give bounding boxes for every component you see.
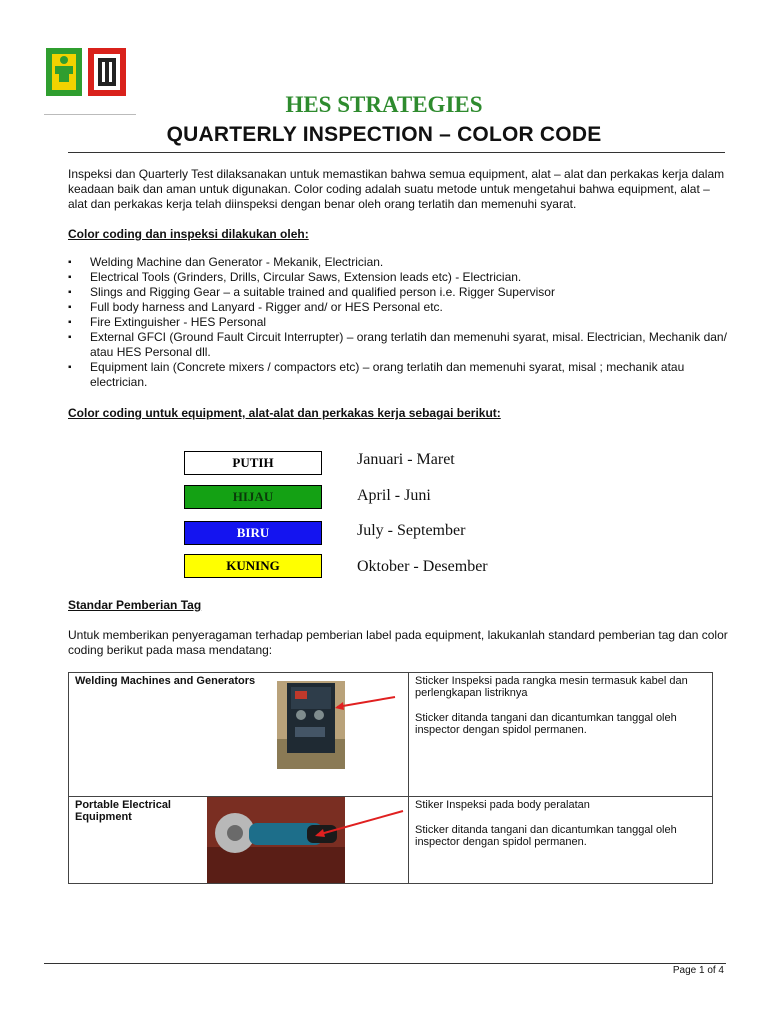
intro-paragraph: Inspeksi dan Quarterly Test dilaksanakan untuk memastikan bahwa semua equipment, alat – alat dan perkakas kerja dalam keadaan baik dan aman untuk digunakan. Color coding adalah suatu metode untuk mengetahui bahwa equipment, alat –alat dan perkakas kerja telah diinspeksi dengan benar oleh orang terlatih dan memenuhi syarat. (68, 167, 725, 211)
list-item: ▪ Welding Machine dan Generator - Mekanik, Electrician. (68, 255, 728, 270)
grinder-photo (207, 797, 407, 886)
page-number: Page 1 of 4 (672, 965, 724, 976)
header-rule (68, 152, 725, 153)
list-item: ▪ Slings and Rigging Gear – a suitable trained and qualified person i.e. Rigger Supervisor (68, 285, 728, 300)
responsibility-list (68, 255, 728, 390)
note-primary: Stiker Inspeksi pada body peralatan (415, 799, 590, 811)
tagging-intro: Untuk memberikan penyeragaman terhadap pemberian label pada equipment, lakukanlah standard pemberian tag dan color coding berikut pada masa mendatang: (68, 628, 728, 657)
tagging-table (68, 672, 713, 884)
period-q3: July - September (357, 522, 466, 539)
document-title: QUARTERLY INSPECTION – COLOR CODE (166, 123, 602, 146)
color-box-kuning: KUNING (184, 554, 322, 578)
list-item: ▪ Fire Extinguisher - HES Personal (68, 315, 728, 330)
period-q2: April - Juni (357, 487, 431, 504)
color-box-hijau: HIJAU (184, 485, 322, 509)
list-item: ▪ External GFCI (Ground Fault Circuit Interrupter) – orang terlatih dan memenuhi syarat, misal. Electrician, Mechanik dan/ atau HES Personal dll. (68, 330, 728, 360)
color-box-putih: PUTIH (184, 451, 322, 475)
color-code-heading: Color coding untuk equipment, alat-alat dan perkakas kerja sebagai berikut: (68, 406, 501, 420)
table-row (69, 797, 713, 884)
list-item: ▪ Electrical Tools (Grinders, Drills, Circular Saws, Extension leads etc) - Electrician. (68, 270, 728, 285)
note-secondary: Sticker ditanda tangani dan dicantumkan tanggal oleh inspector dengan spidol permanen. (415, 824, 677, 848)
table-cell-equipment (69, 673, 409, 797)
responsibility-heading: Color coding dan inspeksi dilakukan oleh: (68, 227, 309, 241)
equipment-name: Welding Machines and Generators (75, 675, 256, 687)
table-cell-notes (409, 797, 713, 884)
list-item: ▪ Full body harness and Lanyard - Rigger and/ or HES Personal etc. (68, 300, 728, 315)
table-cell-notes (409, 673, 713, 797)
tagging-heading: Standar Pemberian Tag (68, 598, 202, 612)
table-row (69, 673, 713, 797)
period-q1: Januari - Maret (357, 451, 455, 468)
table-cell-equipment (69, 797, 409, 884)
note-primary: Sticker Inspeksi pada rangka mesin termasuk kabel dan perlengkapan listriknya (415, 675, 688, 699)
color-box-biru: BIRU (184, 521, 322, 545)
org-title: HES STRATEGIES (285, 92, 483, 117)
period-q4: Oktober - Desember (357, 558, 488, 575)
note-secondary: Sticker ditanda tangani dan dicantumkan tanggal oleh inspector dengan spidol permanen. (415, 712, 677, 736)
equipment-name: Portable Electrical Equipment (75, 799, 171, 823)
footer-rule (44, 963, 726, 964)
welding-machine-photo (277, 681, 407, 772)
list-item: ▪ Equipment lain (Concrete mixers / compactors etc) – orang terlatih dan memenuhi syarat, misal ; mechanik atau electrician. (68, 360, 728, 390)
